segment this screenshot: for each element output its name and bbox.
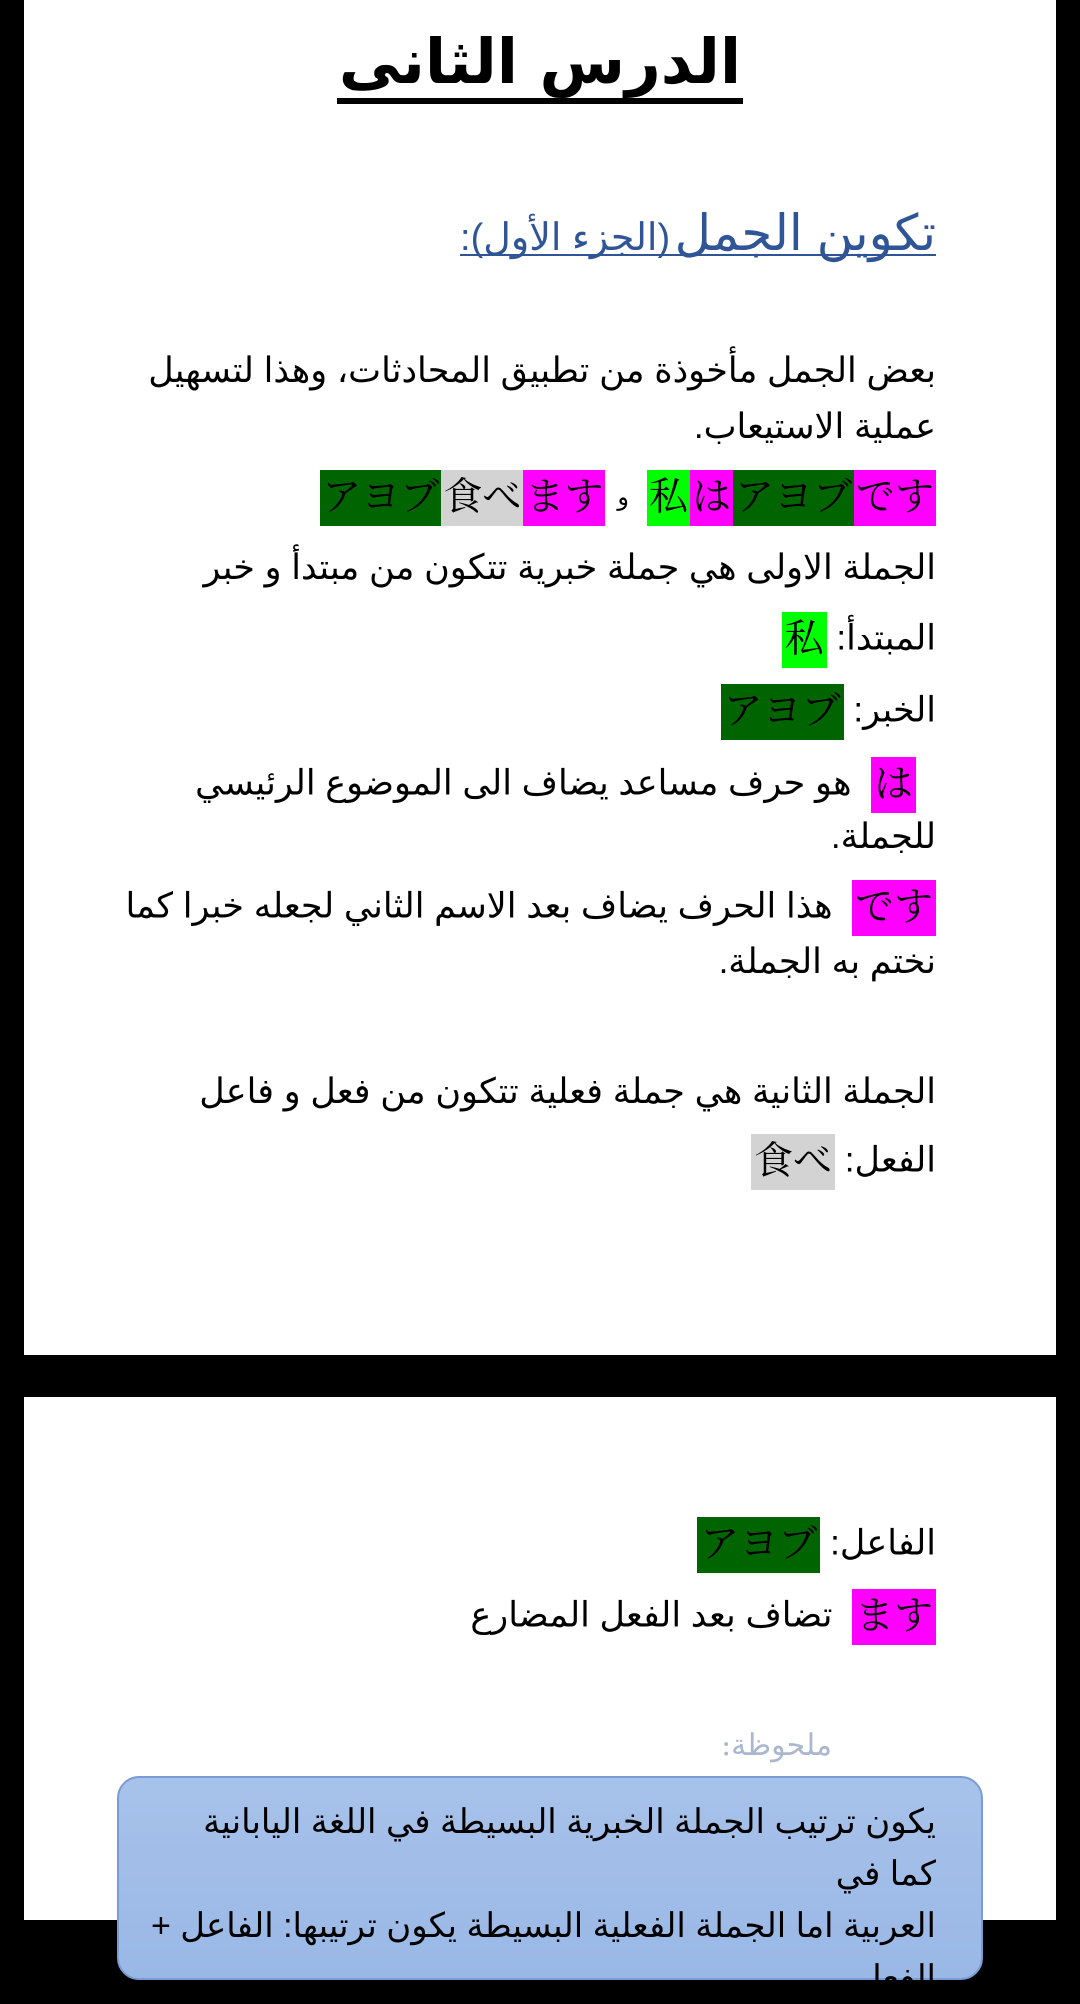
section-heading-text: تكوين الجمل (الجزء الأول): — [460, 205, 936, 261]
note-line-3: الفعل. — [847, 1959, 936, 1997]
particle-value: は — [871, 757, 916, 813]
example-s1-subject: 私 — [647, 470, 690, 526]
sentence1-subject-row — [782, 612, 936, 668]
example-s1-copula: です — [854, 470, 936, 526]
note-box — [117, 1776, 983, 1997]
sentence1-predicate-row — [721, 684, 936, 740]
copula-desc-line-1: هذا الحرف يضاف بعد الاسم الثاني لجعله خبرا كما — [125, 886, 833, 926]
document-page-1 — [24, 0, 1056, 1355]
note-line-1: يكون ترتيب الجملة الخبرية البسيطة في اللغة اليابانية كما في — [203, 1803, 936, 1893]
note-text — [149, 1796, 936, 2004]
example-conjunction: و — [617, 484, 629, 511]
section-heading — [460, 198, 936, 281]
particle-desc-line-1: هو حرف مساعد يضاف الى الموضوع الرئيسي — [195, 763, 852, 803]
example-s2-verb: 食べ — [441, 470, 523, 526]
example-s1-predicate: アヨブ — [733, 470, 854, 526]
lesson-title: الدرس الثانى — [24, 22, 1056, 102]
particle-desc-line-2: للجملة. — [830, 817, 936, 856]
document-page-2 — [24, 1397, 1056, 1997]
subject-label: المبتدأ: — [836, 618, 936, 658]
copula-value: です — [852, 880, 936, 936]
suffix-row — [470, 1589, 936, 1645]
particle-row — [195, 757, 916, 813]
note-label: ملحوظة: — [721, 1728, 832, 1763]
sentence2-subject-row — [697, 1517, 936, 1573]
example-s2-subject: アヨブ — [320, 470, 441, 526]
predicate-label: الخبر: — [853, 690, 936, 730]
agent-value: アヨブ — [697, 1517, 820, 1573]
subject-value: 私 — [782, 612, 827, 668]
verb-label: الفعل: — [844, 1140, 936, 1180]
agent-label: الفاعل: — [830, 1523, 936, 1563]
predicate-value: アヨブ — [721, 684, 844, 740]
note-line-2: العربية اما الجملة الفعلية البسيطة يكون ترتيبها: الفاعل + — [150, 1907, 936, 1945]
sentence2-description: الجملة الثانية هي جملة فعلية تتكون من فعل و فاعل — [199, 1072, 936, 1111]
sentence1-description: الجملة الاولى هي جملة خبرية تتكون من مبتدأ و خبر — [203, 548, 936, 587]
example-sentences — [320, 470, 936, 526]
sentence2-verb-row — [751, 1134, 936, 1190]
intro-line-2: عملية الاستيعاب. — [693, 407, 936, 446]
example-s2-suffix: ます — [523, 470, 605, 526]
suffix-desc: تضاف بعد الفعل المضارع — [470, 1595, 833, 1635]
intro-line-1: بعض الجمل مأخوذة من تطبيق المحادثات، وهذا لتسهيل — [148, 351, 936, 390]
copula-row — [125, 880, 936, 936]
copula-desc-line-2: نختم به الجملة. — [718, 942, 936, 981]
suffix-value: ます — [852, 1589, 936, 1645]
verb-value: 食べ — [751, 1134, 835, 1190]
example-s1-particle: は — [690, 470, 733, 526]
